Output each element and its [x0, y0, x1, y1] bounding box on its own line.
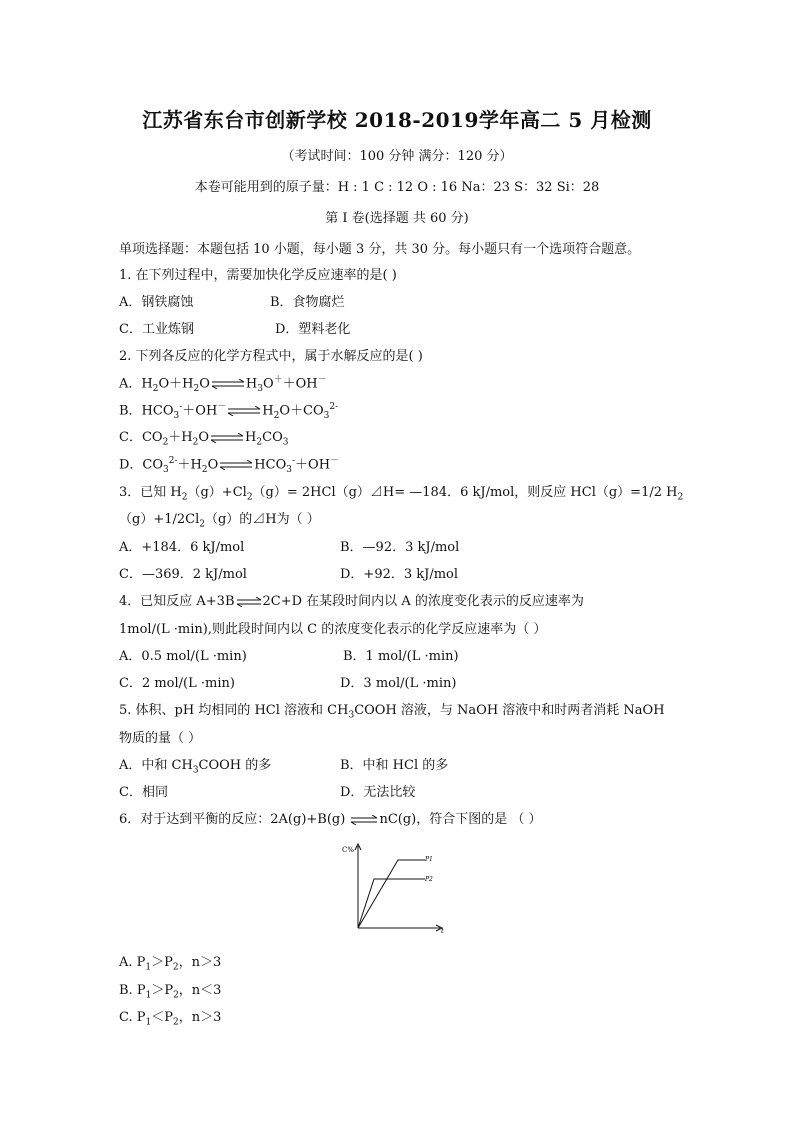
graph-p2-label: P2 — [425, 876, 433, 883]
q1-option-b: B．食物腐烂 — [270, 295, 345, 310]
q4-option-c: C．2 mol/(L ·min) — [119, 676, 235, 691]
q3-stem: 3．已知 $H_2(g)+Cl_2(g)=$ 2HCl（g）⊿H= —184．6 kJ/mol，则反应 HCl（g）=1/2 $H_2$ — [119, 485, 684, 503]
graph-x-label: t — [441, 927, 444, 935]
q5-option-d: D．无法比较 — [340, 785, 416, 800]
equilibrium-arrow-icon — [210, 433, 244, 443]
q6-option-c: C. $P_1<P_2$，n＞3 — [119, 1010, 222, 1028]
q3-option-c: C．—369．2 kJ/mol — [119, 567, 247, 582]
page-title: 江苏省东台市创新学校 2018-2019学年高二 5 月检测 — [142, 108, 652, 132]
curve-p1 — [358, 860, 425, 928]
curve-p2 — [358, 879, 425, 928]
equilibrium-arrow-icon — [211, 379, 245, 389]
q2-option-b: B．$HCO_3^-+OH^-$ $H_2O+CO_3^{2-}$ — [119, 402, 339, 421]
q6-graph — [340, 840, 450, 935]
q3-stem-cont: $(g)+1/2Cl_2(g)$的⊿H为（ ） — [119, 512, 320, 530]
q6-option-a: A. $P_1>P_2$，n＞3 — [119, 955, 222, 973]
q2-option-d: D．$CO_3^{2-}+H_2O$ $HCO_3^-+OH^-$ — [119, 456, 340, 475]
q5-option-c: C．相同 — [119, 785, 168, 800]
q2-option-c: C．$CO_2+H_2O$ $H_2CO_3$ — [119, 430, 289, 448]
q3-option-d: D．+92．3 kJ/mol — [340, 567, 459, 582]
q2-stem: 2. 下列各反应的化学方程式中，属于水解反应的是( ) — [119, 349, 423, 364]
atomic-mass-note: 本卷可能用到的原子量：H : 1 C : 12 O : 16 Na：23 S：32 Si：28 — [194, 180, 600, 195]
equilibrium-arrow-icon — [227, 406, 261, 416]
q1-option-c: C．工业炼钢 — [119, 322, 194, 337]
q6-option-b: B. $P_1>P_2$，n＜3 — [119, 983, 222, 1001]
q4-option-a: A．0.5 mol/(L ·min) — [119, 649, 247, 664]
exam-subtitle: （考试时间：100 分钟 满分：120 分） — [281, 149, 513, 164]
q4-option-b: B．1 mol/(L ·min) — [343, 649, 459, 664]
q4-stem: 4．已知反应 A+3B 2C+D 在某段时间内以 A 的浓度变化表示的反应速率为 — [119, 594, 584, 609]
section-heading: 第 I 卷(选择题 共 60 分) — [325, 211, 469, 226]
q5-stem: 5. 体积、pH 均相同的 HCl 溶液和 $CH_3COOH$ 溶液，与 NaOH 溶液中和时两者消耗 NaOH — [119, 703, 665, 721]
q1-option-a: A．钢铁腐蚀 — [119, 295, 194, 310]
q1-option-d: D．塑料老化 — [275, 322, 351, 337]
q2-option-a: A．$H_2O+H_2O$ $H_3O^++OH^-$ — [119, 375, 327, 394]
q3-option-a: A．+184．6 kJ/mol — [119, 540, 245, 555]
q4-stem-cont: 1mol/(L ·min),则此段时间内以 C 的浓度变化表示的化学反应速率为（ ） — [119, 622, 547, 637]
q5-option-b: B．中和 HCl 的多 — [340, 758, 449, 773]
equilibrium-arrow-icon — [236, 597, 262, 607]
q4-option-d: D．3 mol/(L ·min) — [340, 676, 457, 691]
q1-stem: 1. 在下列过程中，需要加快化学反应速率的是( ) — [119, 268, 397, 283]
q3-option-b: B．—92．3 kJ/mol — [340, 540, 460, 555]
instructions: 单项选择题：本题包括 10 小题，每小题 3 分，共 30 分。每小题只有一个选项符合题意。 — [119, 242, 641, 257]
q5-stem-cont: 物质的量（ ） — [119, 731, 202, 746]
equilibrium-arrow-icon — [350, 815, 378, 825]
q5-option-a: A．中和 $CH_3COOH$ 的多 — [119, 758, 272, 776]
graph-y-label: C% — [342, 846, 355, 854]
q6-stem: 6．对于达到平衡的反应：2A(g)+B(g) nC(g)，符合下图的是 （ ） — [119, 812, 542, 827]
graph-p1-label: P1 — [425, 856, 433, 863]
equilibrium-arrow-icon — [219, 460, 253, 470]
